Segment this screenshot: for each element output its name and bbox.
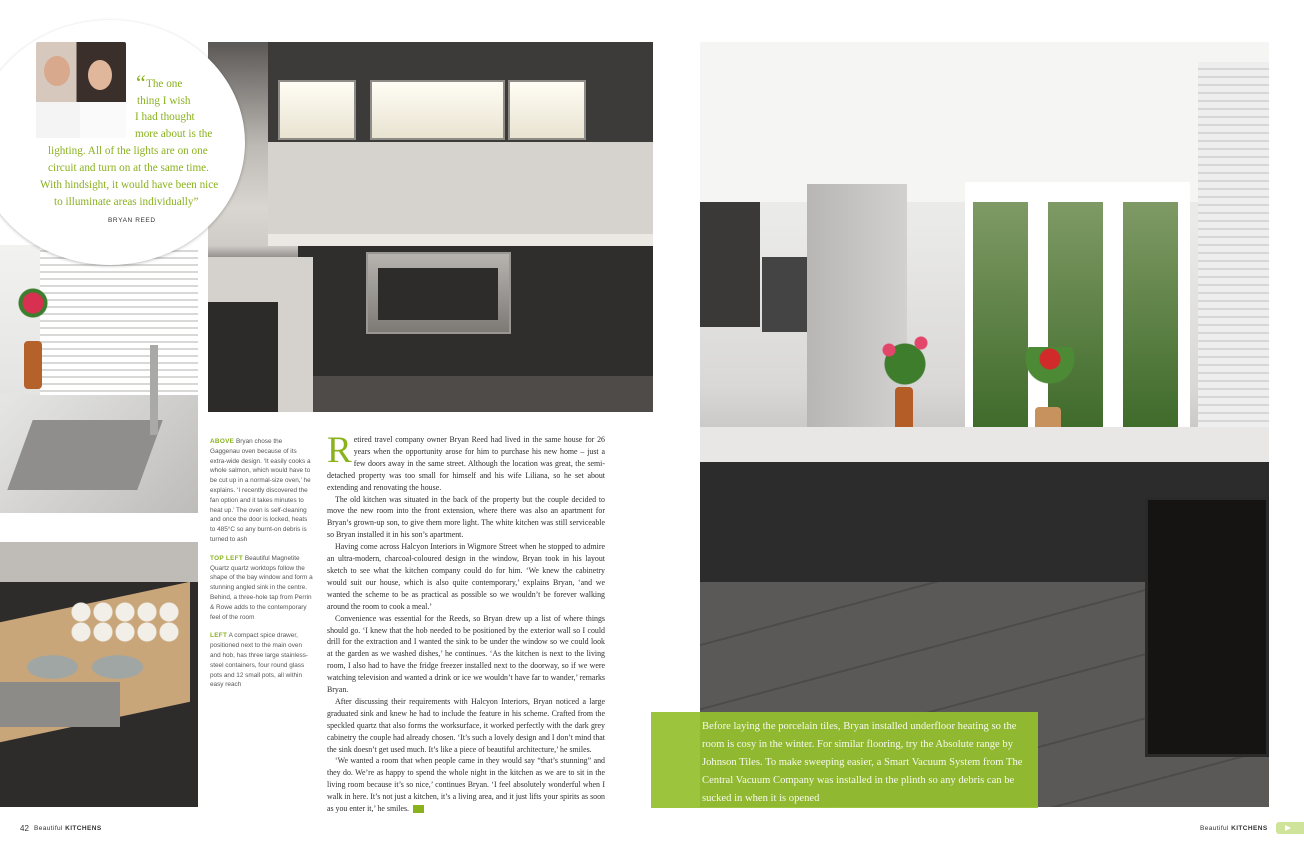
article-paragraph	[327, 430, 605, 494]
article-paragraph: The old kitchen was situated in the back of the property but the couple decided to move the new room into the front extension, where there was also an apartment for Bryan’s grown-up son, to give them more light. The white kitchen was still serviceable so Bryan installed it in his son’s apartment.	[327, 494, 605, 540]
glass-cabinet	[278, 80, 356, 140]
plant-icon	[1025, 347, 1075, 407]
vase	[24, 341, 42, 389]
splashback	[268, 142, 653, 237]
quote-line: thing I wish	[137, 95, 191, 107]
tambour-unit	[1198, 62, 1269, 482]
article-paragraph: Having come across Halcyon Interiors in Wigmore Street when he stopped to admire an ultra-modern, charcoal-coloured design in the window, Bryan took in his layout sketch to see what the kitchen company could do for him. ‘We knew the cabinetry would suit our house, which is also quite contemporary,’ explains Bryan, ‘and we wanted the scheme to be as practical as possible so we wouldn’t be forever walking around the room to cook a meal.’	[327, 542, 605, 611]
glass-pots	[20, 652, 150, 682]
spice-pots	[70, 602, 180, 642]
drawer-top	[0, 542, 198, 582]
sink-photo	[0, 245, 198, 513]
article-paragraph: After discussing their requirements with Halcyon Interiors, Bryan noticed a large graduated sink and knew he had to include the feature in his scheme. Crafted from the speckled quartz that also forms the worksurface, it worked perfectly with the dark grey cabinetry the couple had already chosen. ‘It’s such a lovely design and I don’t mind that the sink doesn’t get used much. It’s like a piece of beautiful architecture,’ he smiles.	[327, 696, 605, 754]
page-number: 42	[20, 824, 29, 833]
caption-top-left	[210, 554, 313, 623]
caption-label: ABOVE	[210, 438, 235, 445]
caption-text: Beautiful Magnetite Quartz quartz worktops follow the shape of the bay window and form a stunning angled sink in the centre. Behind, a three-hole tap from Perrin & Rowe adds to the contemporary feel of the room	[210, 554, 313, 621]
caption-text: Bryan chose the Gaggenau oven because of its extra-wide design. ‘It easily cooks a whole salmon, which would have to be cut up in a normal-size oven,’ he explains. ‘I recently discovered the fan option and it takes minutes to heat up.’ The oven is self-cleaning and once the door is locked, heats to 485°C so any burnt-on debris is turned to ash	[210, 438, 311, 543]
wine-cooler	[1145, 497, 1269, 757]
quote-line: The one	[146, 78, 183, 90]
flower-icon	[865, 322, 945, 392]
bay-window-kitchen-photo	[700, 42, 1269, 807]
bay-window	[965, 182, 1190, 437]
quote-line: lighting. All of the lights are on one	[48, 145, 208, 157]
island-side	[208, 302, 278, 412]
oven-stack	[762, 257, 807, 332]
quote-line: With hindsight, it would have been nice	[40, 179, 219, 191]
glass-cabinet	[508, 80, 586, 140]
window-blind	[40, 245, 198, 395]
ceiling	[700, 42, 1269, 202]
caption-left	[210, 631, 313, 690]
flooring-info-box: Before laying the porcelain tiles, Bryan installed underfloor heating so the room is cosy in the winter. For similar flooring, try the Absolute range by Johnson Tiles. To make sweeping easier, a Smart Vacuum System from The Central Vacuum Company was installed in the plinth so any debris can be sucked in when it is opened	[651, 712, 1038, 808]
magazine-prefix: Beautiful	[1200, 825, 1229, 832]
window-pane	[973, 202, 1028, 427]
fridge-freezer	[807, 184, 907, 439]
portrait-detail	[36, 102, 80, 138]
wall-cabinets	[700, 202, 760, 327]
tap	[150, 345, 158, 435]
magazine-prefix: Beautiful	[34, 825, 63, 832]
article-body	[327, 430, 605, 815]
caption-label: LEFT	[210, 632, 228, 640]
article-paragraph: Convenience was essential for the Reeds, so Bryan drew up a list of where things should go. ‘I knew that the hob needed to be positioned by the exterior wall so I could drill for the extraction and I wanted the sink to be under the window so we could look at the garden as we washed dishes,’ he continues. ‘As the kitchen is next to the living room, I also had to have the fridge freezer installed next to the doorway, so if we were watching television and wanted a drink or ice we wouldn’t have far to wander,’ remarks Bryan.	[327, 613, 605, 695]
caption-column	[210, 437, 313, 699]
caption-text: A compact spice drawer, positioned next to the main oven and hob, has three large stainless-steel containers, four round glass pots and 12 small pots, all within easy reach	[210, 632, 309, 689]
article-paragraph	[327, 755, 605, 815]
close-quote-mark: ”	[193, 196, 199, 208]
magazine-name	[34, 825, 102, 832]
magazine-name	[1200, 825, 1268, 832]
avatar	[44, 56, 70, 86]
quote-line: I had thought	[135, 111, 195, 123]
next-page-arrow-icon	[1276, 822, 1304, 834]
avatar	[88, 60, 112, 90]
steel-containers	[0, 682, 120, 727]
quote-line: more about is the	[135, 128, 213, 140]
worktop	[268, 234, 653, 246]
magazine-title: KITCHENS	[1231, 825, 1268, 832]
worktop	[700, 427, 1269, 462]
portrait-detail	[80, 102, 126, 138]
paragraph-text: etired travel company owner Bryan Reed had lived in the same house for 26 years when the opportunity arose for him to purchase his new home – just a few doors away in the same street. Although the location was great, the semi-detached property was too small for himself and his wife Liliana, so he set about extending and renovating the house.	[327, 435, 605, 492]
paragraph-text: ‘We wanted a room that when people came in they would say “that’s stunning” and they do. We’re as happy to spend the whole night in the kitchen as we are to sit in the living room because it’s so nice,’ continues Bryan. ‘I feel absolutely wonderful when I walk in here. It’s not just a kitchen, it’s a living area, and it just lifts your spirits as soon as you enter it,’ he smiles.	[327, 756, 605, 814]
caption-above	[210, 437, 313, 545]
owners-portrait	[36, 42, 126, 138]
quote-line-text: to illuminate areas individually	[54, 196, 194, 208]
window-pane	[1123, 202, 1178, 427]
spice-drawer-photo	[0, 542, 198, 807]
quote-attribution: BRYAN REED	[108, 217, 156, 224]
quote-line	[54, 196, 198, 208]
magazine-title: KITCHENS	[65, 825, 102, 832]
folio-right	[1200, 818, 1304, 838]
caption-label: TOP LEFT	[210, 554, 244, 562]
open-quote-mark: “	[136, 70, 146, 95]
glass-cabinet	[370, 80, 505, 140]
end-mark-icon	[413, 805, 424, 813]
main-kitchen-photo	[208, 42, 653, 412]
quote-line: circuit and turn on at the same time.	[48, 162, 209, 174]
flower-icon	[12, 285, 54, 345]
oven-window	[378, 268, 498, 320]
drop-cap: R	[327, 430, 352, 471]
angled-sink	[7, 420, 162, 490]
folio-left	[0, 818, 200, 838]
